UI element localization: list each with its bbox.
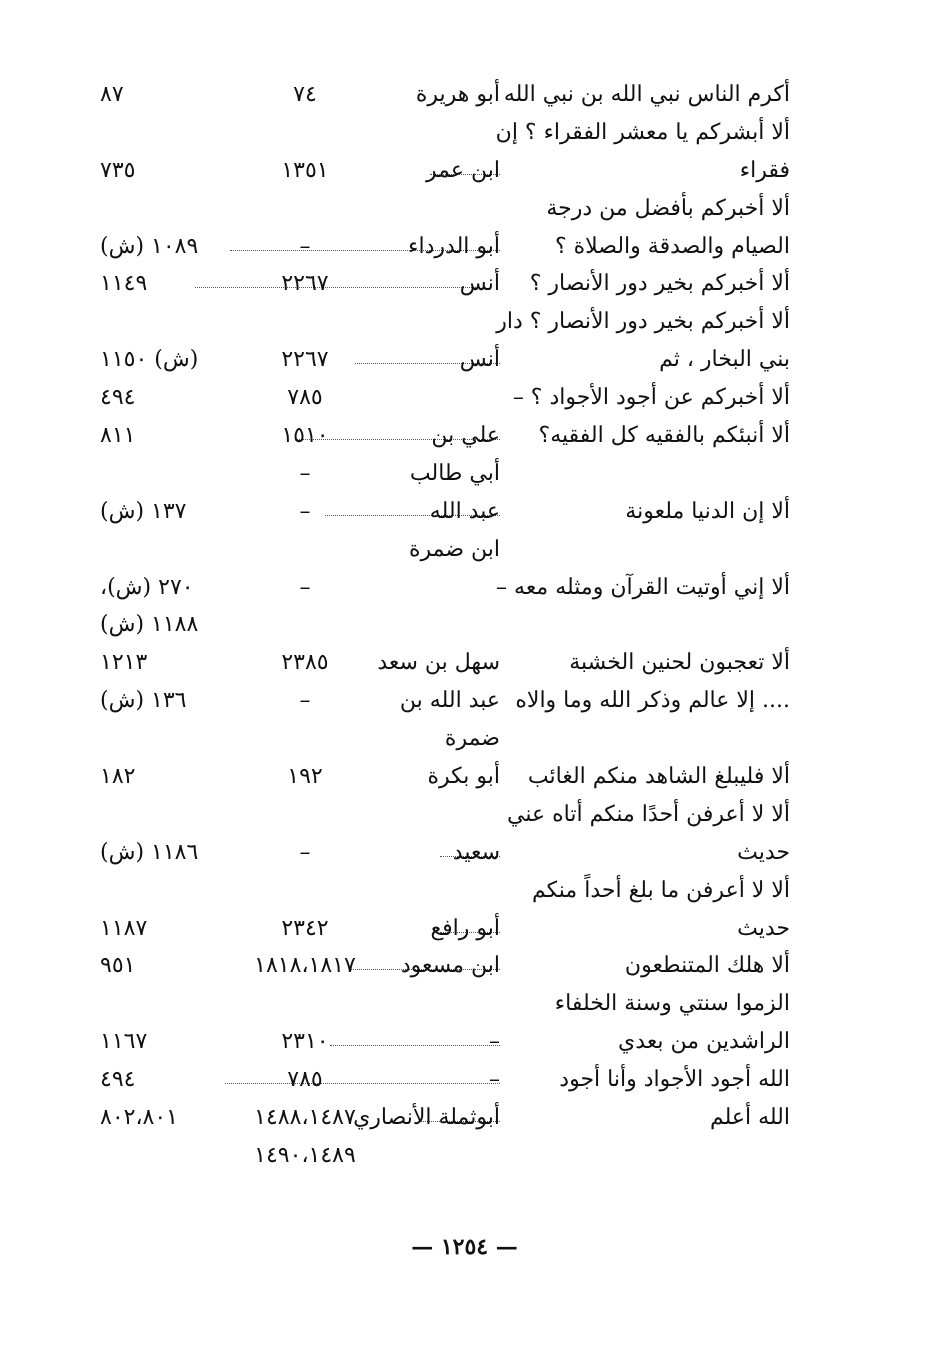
index-row <box>100 455 790 493</box>
narrator-name: أبو رافع <box>430 915 500 941</box>
index-row <box>100 1137 790 1175</box>
page-reference: ١٠٨٩ (ش) <box>100 233 199 259</box>
index-row <box>100 190 790 228</box>
page-reference: ٨٠٢،٨٠١ <box>100 1105 178 1131</box>
hadith-text: ألا أنبئكم بالفقيه كل الفقيه؟ <box>538 423 790 449</box>
page-reference: ٤٩٤ <box>100 1067 136 1093</box>
narrator-name: ضمرة <box>444 726 500 752</box>
index-row <box>100 1023 790 1061</box>
hadith-text: ألا أخبركم بخير دور الأنصار ؟ دار <box>496 309 790 335</box>
hadith-number: ١٤٨٨،١٤٨٧ <box>254 1105 356 1131</box>
index-row <box>100 114 790 152</box>
page-reference: ١٨٢ <box>100 764 136 790</box>
hadith-number: ٢٣١٠ <box>281 1029 329 1055</box>
page-reference: ٨١١ <box>100 423 136 449</box>
page-reference: ١١٨٨ (ش) <box>100 612 199 638</box>
hadith-number: – <box>299 233 311 259</box>
page-reference: ٩٥١ <box>100 953 136 979</box>
narrator-name: أنس <box>459 271 500 297</box>
hadith-text: .... إلا عالم وذكر الله وما والاه <box>515 688 790 714</box>
hadith-number: ١٥١٠ <box>281 423 329 449</box>
hadith-number: ٢٢٦٧ <box>281 271 329 297</box>
narrator-name: عبد الله بن <box>399 688 500 714</box>
index-row <box>100 531 790 569</box>
index-row <box>100 796 790 834</box>
hadith-text: ألا أبشركم يا معشر الفقراء ؟ إن <box>495 119 790 145</box>
hadith-text: الصيام والصدقة والصلاة ؟ <box>554 233 790 259</box>
narrator-name: – <box>489 1029 500 1055</box>
index-row <box>100 303 790 341</box>
index-row <box>100 720 790 758</box>
index-row <box>100 1099 790 1137</box>
index-row <box>100 152 790 190</box>
hadith-text: ألا أخبركم عن أجود الأجواد ؟ – <box>512 385 790 411</box>
index-row <box>100 985 790 1023</box>
hadith-number: ٧٨٥ <box>287 1067 323 1093</box>
hadith-number: ١٩٢ <box>287 764 323 790</box>
hadith-text: حديث <box>737 839 790 865</box>
hadith-text: الله أجود الأجواد وأنا أجود <box>559 1067 790 1093</box>
index-row <box>100 265 790 303</box>
page-reference: ١٢١٣ <box>100 650 148 676</box>
page-reference: ١٣٧ (ش) <box>100 498 187 524</box>
hadith-number: ٢٢٦٧ <box>281 347 329 373</box>
hadith-text: بني البخار ، ثم <box>659 347 790 373</box>
narrator-name: – <box>489 1067 500 1093</box>
index-row <box>100 1061 790 1099</box>
hadith-text: ألا تعجبون لحنين الخشبة <box>569 650 790 676</box>
index-row <box>100 682 790 720</box>
hadith-number: ٧٤ <box>293 82 317 107</box>
narrator-name: ابن ضمرة <box>408 536 500 562</box>
index-row <box>100 379 790 417</box>
index-row <box>100 947 790 985</box>
page-reference: ٨٧ <box>100 82 124 107</box>
hadith-text: ألا لا أعرفن أحدًا منكم أتاه عني <box>507 801 790 827</box>
index-row <box>100 606 790 644</box>
hadith-number: ١٨١٨،١٨١٧ <box>254 953 356 979</box>
narrator-name: أبو بكرة <box>427 764 500 790</box>
index-row <box>100 834 790 872</box>
hadith-text: ألا هلك المتنطعون <box>624 953 790 979</box>
index-row <box>100 493 790 531</box>
narrator-name: أبي طالب <box>409 460 500 486</box>
narrator-name: أبو هريرة <box>415 82 500 107</box>
narrator-name: أنس <box>459 347 500 373</box>
page-number: — ١٢٥٤ — <box>411 1234 518 1260</box>
narrator-name: علي بن <box>431 423 500 449</box>
page-reference: ٤٩٤ <box>100 385 136 411</box>
narrator-name: سعيد <box>452 839 500 865</box>
page-reference: ١١٨٧ <box>100 915 148 941</box>
narrator-name: أبو الدرداء <box>408 233 500 259</box>
hadith-text: ألا فليبلغ الشاهد منكم الغائب <box>527 764 790 790</box>
hadith-number: – <box>299 839 311 865</box>
index-row <box>100 417 790 455</box>
page-reference: (ش) ١١٥٠ <box>100 347 199 373</box>
index-row <box>100 910 790 948</box>
hadith-text: الله أعلم <box>709 1105 790 1131</box>
index-row <box>100 569 790 607</box>
hadith-number: – <box>299 574 311 600</box>
hadith-index-list <box>100 76 790 1175</box>
hadith-number: ١٣٥١ <box>281 157 329 183</box>
narrator-name: ابن عمر <box>426 157 500 183</box>
page-reference: ١١٤٩ <box>100 271 148 297</box>
hadith-number: – <box>299 688 311 714</box>
index-row <box>100 76 790 114</box>
hadith-number: ٢٣٨٥ <box>281 650 329 676</box>
narrator-name: ابن مسعود <box>400 953 500 979</box>
hadith-number: – <box>299 498 311 524</box>
hadith-number: ٧٨٥ <box>287 385 323 411</box>
narrator-name: عبد الله <box>429 498 500 524</box>
page-reference: ٢٧٠ (ش)، <box>100 574 194 600</box>
hadith-text: الزموا سنتي وسنة الخلفاء <box>554 991 790 1017</box>
hadith-text: فقراء <box>739 157 790 183</box>
page-reference: ٧٣٥ <box>100 157 136 183</box>
hadith-text: حديث <box>737 915 790 941</box>
hadith-number: ١٤٩٠،١٤٨٩ <box>254 1142 356 1168</box>
index-row <box>100 644 790 682</box>
hadith-text: ألا أخبركم بخير دور الأنصار ؟ <box>529 271 790 297</box>
hadith-number: ٢٣٤٢ <box>281 915 329 941</box>
index-row <box>100 341 790 379</box>
page-reference: ١٣٦ (ش) <box>100 688 187 714</box>
index-row <box>100 872 790 910</box>
index-row <box>100 758 790 796</box>
hadith-text: أكرم الناس نبي الله بن نبي الله <box>503 82 790 107</box>
hadith-text: الراشدين من بعدي <box>618 1029 790 1055</box>
page-reference: ١١٦٧ <box>100 1029 148 1055</box>
index-row <box>100 228 790 266</box>
hadith-text: ألا إني أوتيت القرآن ومثله معه – <box>496 574 790 600</box>
narrator-name: سهل بن سعد <box>377 650 500 676</box>
page-reference: ١١٨٦ (ش) <box>100 839 199 865</box>
hadith-number: – <box>299 460 311 486</box>
narrator-name: أبوثملة الأنصاري <box>353 1105 500 1131</box>
hadith-text: ألا لا أعرفن ما بلغ أحداً منكم <box>532 877 790 903</box>
hadith-text: ألا إن الدنيا ملعونة <box>625 498 790 524</box>
hadith-text: ألا أخبركم بأفضل من درجة <box>546 195 790 221</box>
